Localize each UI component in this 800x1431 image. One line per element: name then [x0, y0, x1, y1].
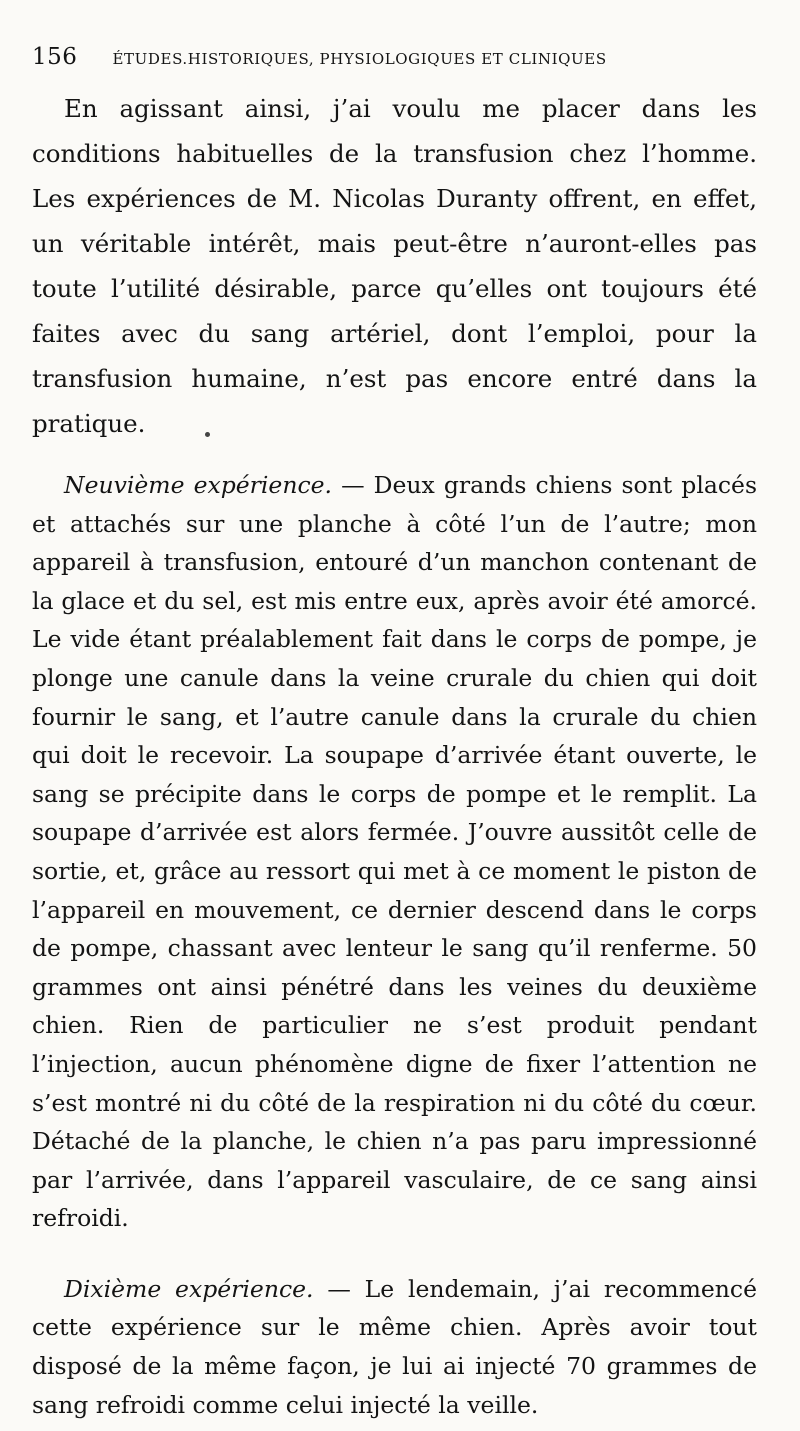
tenth-experiment-heading: Dixième expérience.	[64, 1274, 314, 1303]
paragraph-intro-text: En agissant ainsi, j’ai voulu me placer dans les conditions habituelles de la transfusion chez l’homme. Les expériences de M. Nicolas Duranty offrent, en effet, un véritable intérêt, mais peut-être n’auront-elles pas toute l’utilité désirable, parce qu’elles ont toujours été faites avec du sang artériel, dont l’emploi, pour la transfusion humaine, n’est pas encore entré dans la pratique.	[32, 94, 757, 438]
running-head	[32, 44, 772, 74]
paragraph-ninth-experiment	[32, 466, 757, 1238]
running-title: ÉTUDES.HISTORIQUES, PHYSIOLOGIQUES ET CLINIQUES	[112, 50, 607, 68]
ninth-experiment-text: — Deux grands chiens sont placés et attachés sur une planche à côté l’un de l’autre; mon appareil à transfusion, entouré d’un manchon contenant de la glace et du sel, est mis entre eux, après avoir été amorcé. Le vide étant préalablement fait dans le corps de pompe, je plonge une canule dans la veine crurale du chien qui doit fournir le sang, et l’autre canule dans la crurale du chien qui doit le recevoir. La soupape d’arrivée étant ouverte, le sang se précipite dans le corps de pompe et le remplit. La soupape d’arrivée est alors fermée. J’ouvre aussitôt celle de sortie, et, grâce au ressort qui met à ce moment le piston de l’appareil en mouvement, ce dernier descend dans le corps de pompe, chassant avec lenteur le sang qu’il renferme. 50 grammes ont ainsi pénétré dans les veines du deuxième chien. Rien de particulier ne s’est produit pendant l’injection, aucun phénomène digne de fixer l’attention ne s’est montré ni du côté de la respiration ni du côté du cœur. Détaché de la planche, le chien n’a pas paru impressionné par l’arrivée, dans l’appareil vasculaire, de ce sang ainsi refroidi.	[32, 471, 757, 1233]
page-number: 156	[32, 44, 78, 70]
print-dot-mark	[205, 432, 210, 437]
ninth-experiment-heading: Neuvième expérience.	[64, 471, 333, 499]
tenth-experiment-text: — Le lendemain, j’ai recommencé cette expérience sur le même chien. Après avoir tout disposé de la même façon, je lui ai injecté 70 grammes de sang refroidi comme celui injecté la veille.	[32, 1274, 757, 1419]
body-text	[32, 86, 757, 1424]
paragraph-intro	[32, 86, 757, 446]
paragraph-tenth-experiment	[32, 1270, 757, 1424]
